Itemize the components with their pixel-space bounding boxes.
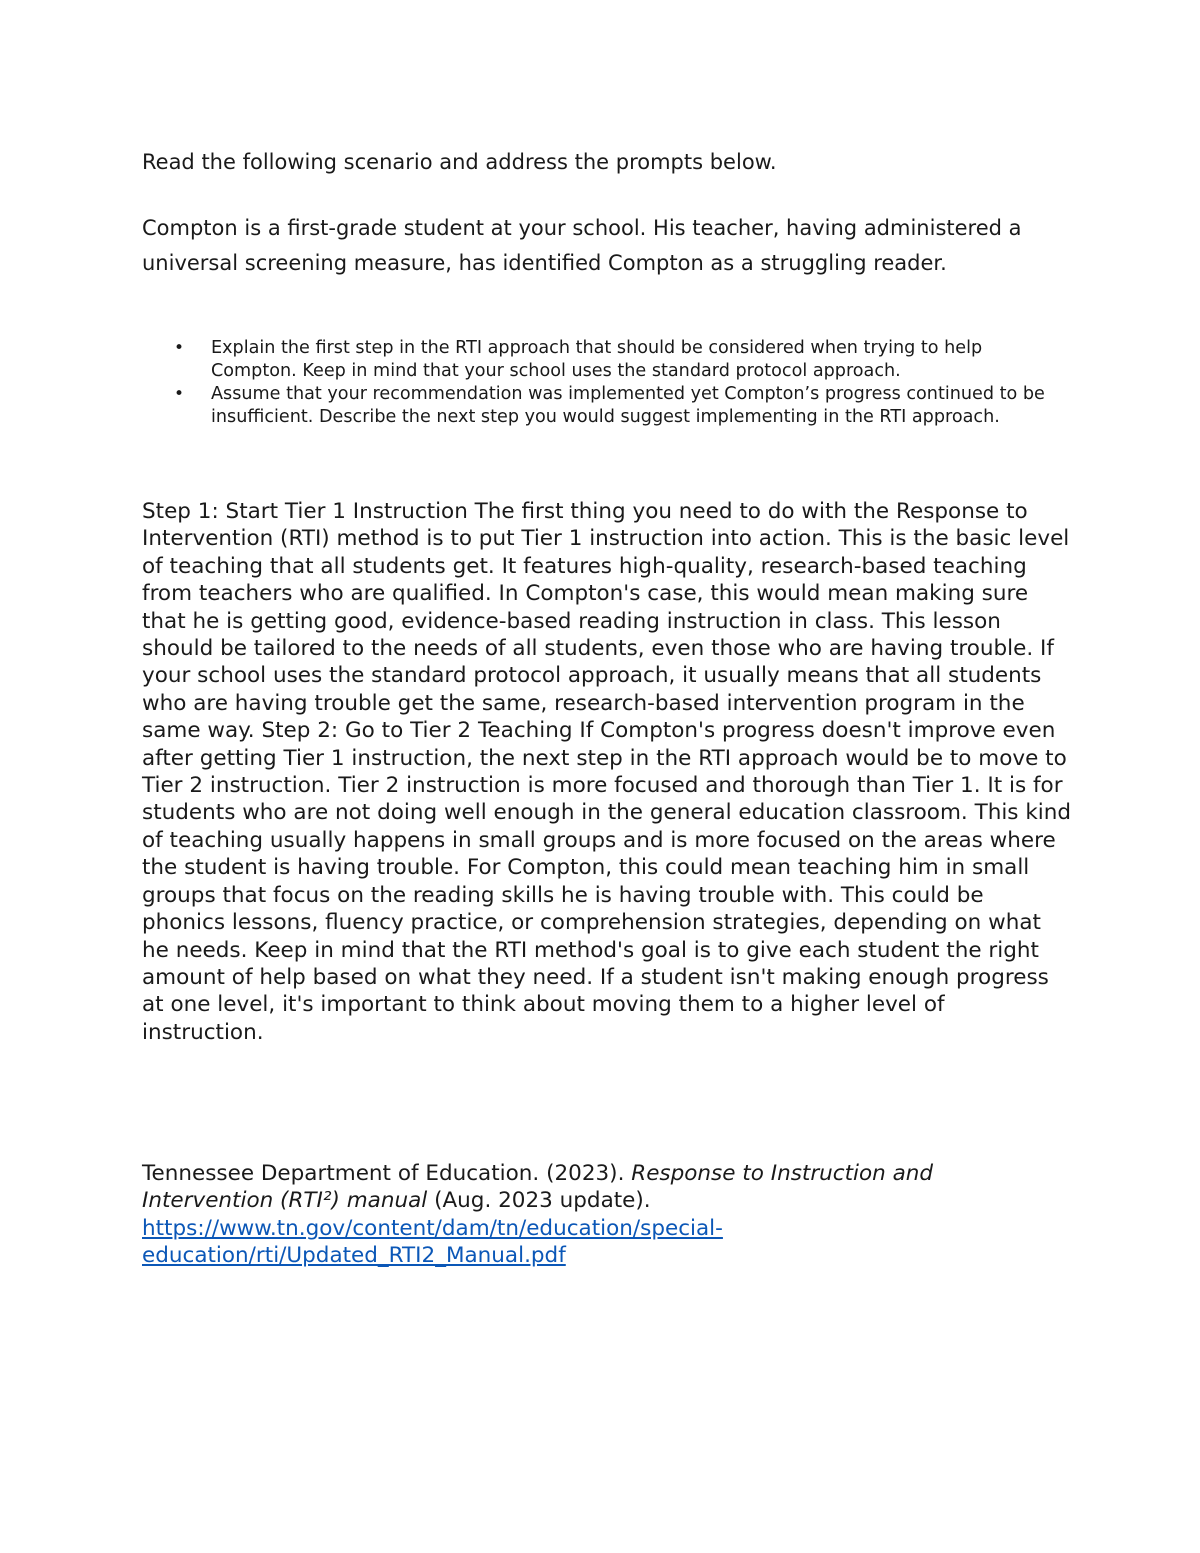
intro-paragraph: Read the following scenario and address the prompts below. <box>142 150 777 174</box>
prompt-item <box>142 383 1056 429</box>
scenario-paragraph: Compton is a first-grade student at your school. His teacher, having administered a universal screening measure, has identified Compton as a struggling reader. <box>142 216 1022 275</box>
bullet-icon: • <box>174 338 185 358</box>
reference-citation <box>142 1160 1042 1270</box>
answer-paragraph: Step 1: Start Tier 1 Instruction The first thing you need to do with the Response to Intervention (RTI) method is to put Tier 1 instruction into action. This is the basic level of teaching that all students get. It features high-quality, research-based teaching from teachers who are qualified. In Compton's case, this would mean making sure that he is getting good, evidence-based reading instruction in class. This lesson should be tailored to the needs of all students, even those who are having trouble. If your school uses the standard protocol approach, it usually means that all students who are having trouble get the same, research-based intervention program in the same way. Step 2: Go to Tier 2 Teaching If Compton's progress doesn't improve even after getting Tier 1 instruction, the next step in the RTI approach would be to move to Tier 2 instruction. Tier 2 instruction is more focused and thorough than Tier 1. It is for students who are not doing well enough in the general education classroom. This kind of teaching usually happens in small groups and is more focused on the areas where the student is having trouble. For Compton, this could mean teaching him in small groups that focus on the reading skills he is having trouble with. This could be phonics lessons, fluency practice, or comprehension strategies, depending on what he needs. Keep in mind that the RTI method's goal is to give each student the right amount of help based on what they need. If a student isn't making enough progress at one level, it's important to think about moving them to a higher level of instruction. <box>142 499 1072 1045</box>
reference-title: Response to Instruction and Intervention (RTI²) manual <box>142 1161 934 1214</box>
prompt-text: Assume that your recommendation was implemented yet Compton’s progress continued to be insufficient. Describe the next step you would suggest implementing in the RTI approach. <box>211 384 1045 427</box>
bullet-icon: • <box>174 384 185 404</box>
prompt-item <box>142 337 1056 383</box>
reference-author-year: Tennessee Department of Education. (2023). <box>142 1161 632 1186</box>
reference-link[interactable]: https://www.tn.gov/content/dam/tn/education/special-education/rti/Updated_RTI2_Manual.pdf <box>142 1215 723 1269</box>
prompt-text: Explain the first step in the RTI approach that should be considered when trying to help Compton. Keep in mind that your school uses the standard protocol approach. <box>211 338 983 381</box>
reference-edition: (Aug. 2023 update). <box>427 1188 651 1214</box>
prompt-list <box>142 337 1072 429</box>
